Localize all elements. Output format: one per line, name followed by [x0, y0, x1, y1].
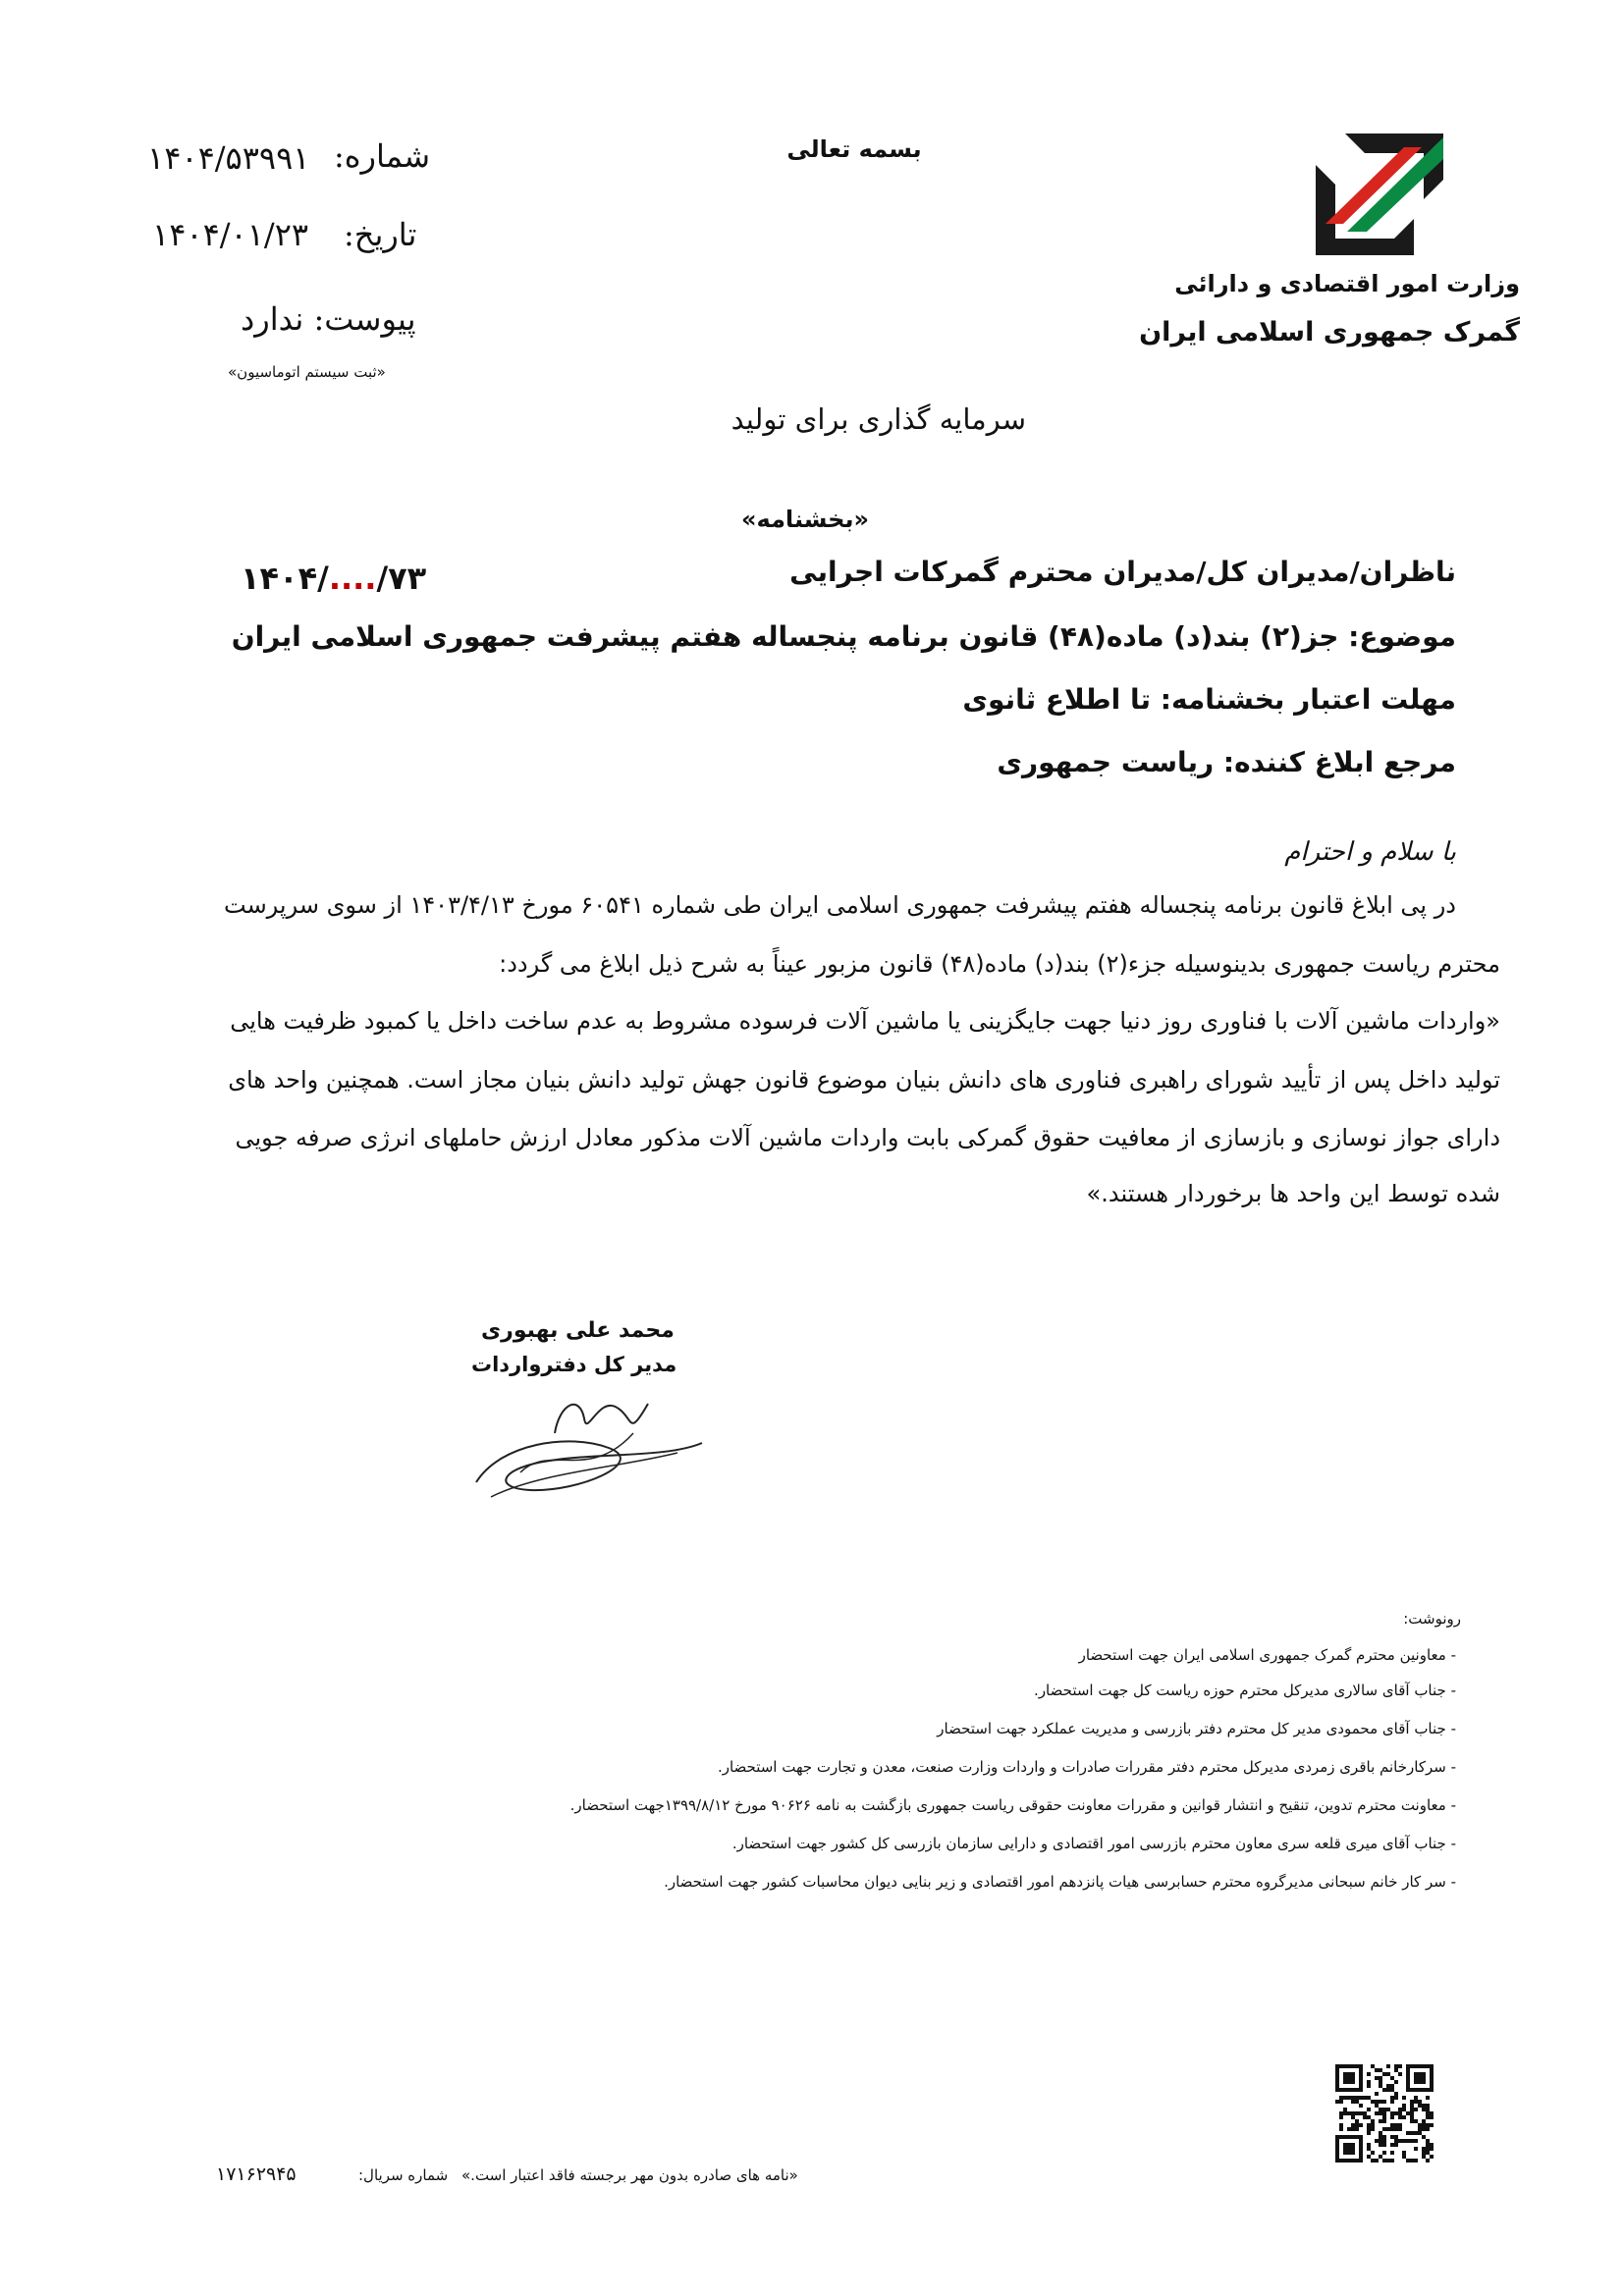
- slogan: سرمایه گذاری برای تولید: [730, 402, 1026, 436]
- invocation: بسمه تعالی: [786, 135, 922, 163]
- body-line: دارای جواز نوسازی و بازسازی از معافیت حقوق گمرکی بابت واردات ماشین آلات مذکور معادل ارزش حاملهای انرژی صرفه جویی: [235, 1124, 1500, 1151]
- body-line: شده توسط این واحد ها برخوردار هستند.»: [1086, 1180, 1500, 1207]
- cc-item: - معاونین محترم گمرک جمهوری اسلامی ایران جهت استحضار: [1078, 1646, 1456, 1664]
- signer-title: مدیر کل دفترواردات: [471, 1353, 677, 1376]
- qr-code: [1335, 2064, 1434, 2163]
- cc-item: - سر کار خانم سبحانی مدیرگروه محترم حسابرسی هیات پانزدهم امور اقتصادی و زیر بنایی دیوان محاسبات کشور جهت استحضار.: [664, 1873, 1456, 1891]
- circular-title: «بخشنامه»: [741, 506, 869, 533]
- cc-item: - معاونت محترم تدوین، تنقیح و انتشار قوانین و مقررات معاونت حقوقی ریاست جمهوری بازگشت به نامه ۹۰۶۲۶ مورخ ۱۳۹۹/۸/۱۲جهت استحضار.: [569, 1796, 1456, 1814]
- greeting: با سلام و احترام: [1284, 837, 1456, 867]
- body-line: در پی ابلاغ قانون برنامه پنجساله هفتم پیشرفت جمهوری اسلامی ایران طی شماره ۶۰۵۴۱ مورخ ۱۴۰۳/۴/۱۳ از سوی سرپرست: [224, 891, 1456, 919]
- subject-line: موضوع: جز(۲) بند(د) ماده(۴۸) قانون برنامه پنجساله هفتم پیشرفت جمهوری اسلامی ایران: [231, 620, 1456, 653]
- attachment-line: پیوست: ندارد: [241, 300, 416, 338]
- date-value: ۱۴۰۴/۰۱/۲۳: [152, 216, 309, 253]
- cc-item: - جناب آقای میری قلعه سری معاون محترم بازرسی امور اقتصادی و دارایی سازمان بازرسی کل کشور جهت استحضار.: [731, 1835, 1456, 1852]
- automation-registration: «ثبت سیستم اتوماسیون»: [228, 363, 386, 381]
- number-value: ۱۴۰۴/۵۳۹۹۱: [147, 139, 310, 177]
- recipients-line: ناظران/مدیران کل/مدیران محترم گمرکات اجرایی: [789, 556, 1456, 588]
- signer-name: محمد علی بهبوری: [481, 1318, 675, 1343]
- customs-name: گمرک جمهوری اسلامی ایران: [1139, 317, 1520, 347]
- footer-validity-note: «نامه های صادره بدون مهر برجسته فاقد اعتبار است.»: [461, 2166, 798, 2184]
- number-label: شماره:: [334, 137, 431, 175]
- serial-value: ۱۷۱۶۲۹۴۵: [216, 2163, 297, 2185]
- body-line: محترم ریاست جمهوری بدینوسیله جزء(۲) بند(د) ماده(۴۸) قانون مزبور عیناً به شرح ذیل ابلاغ می گردد:: [499, 950, 1500, 978]
- circular-number-prefix: ۱۴۰۴/: [241, 560, 329, 597]
- ministry-name: وزارت امور اقتصادی و دارائی: [1174, 270, 1520, 297]
- circular-number-suffix: /۷۳: [376, 560, 427, 597]
- body-line: «واردات ماشین آلات با فناوری روز دنیا جهت جایگزینی یا ماشین آلات فرسوده مشروط به عدم ساخت داخل یا کمبود ظرفیت هایی: [230, 1007, 1500, 1035]
- circular-number-dots: ....: [328, 560, 377, 597]
- customs-logo: [1306, 126, 1453, 263]
- logo-dark-bottom: [1316, 165, 1414, 255]
- circular-number: [241, 560, 426, 597]
- cc-item: - جناب آقای سالاری مدیرکل محترم حوزه ریاست کل جهت استحضار.: [1034, 1682, 1456, 1699]
- cc-item: - جناب آقای محمودی مدیر کل محترم دفتر بازرسی و مدیریت عملکرد جهت استحضار: [937, 1720, 1456, 1737]
- date-label: تاریخ:: [344, 216, 417, 253]
- reference-line: مرجع ابلاغ کننده: ریاست جمهوری: [997, 746, 1456, 778]
- cc-item: - سرکارخانم باقری زمردی مدیرکل محترم دفتر مقررات صادرات و واردات وزارت صنعت، معدن و تجارت جهت استحضار.: [717, 1758, 1456, 1776]
- cc-title: رونوشت:: [1403, 1610, 1461, 1628]
- serial-label: شماره سریال:: [358, 2166, 449, 2184]
- handwritten-signature: [461, 1374, 717, 1512]
- body-line: تولید داخل پس از تأیید شورای راهبری فناوری های دانش بنیان موضوع قانون جهش تولید دانش بنیان مجاز است. همچنین واحد های: [228, 1066, 1500, 1094]
- validity-line: مهلت اعتبار بخشنامه: تا اطلاع ثانوی: [962, 683, 1456, 716]
